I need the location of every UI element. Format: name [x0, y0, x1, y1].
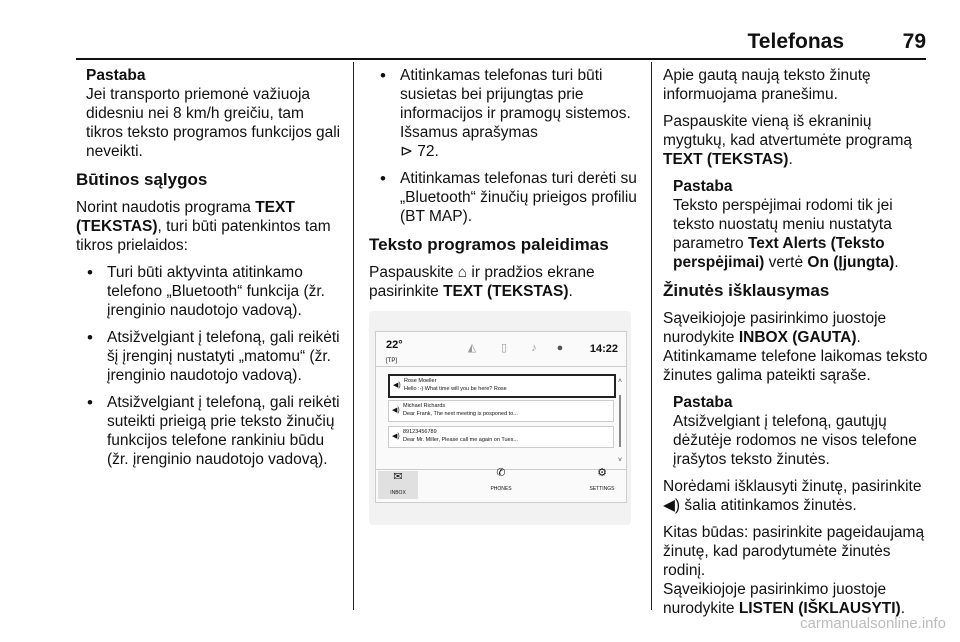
home-icon: ⌂ — [457, 264, 468, 281]
chevron-up-icon[interactable]: ˄ — [617, 378, 623, 385]
tp-indicator: [TP] — [386, 358, 398, 364]
page-title: Telefonas — [747, 30, 844, 53]
note-text: Jei transporto priemonė važiuoja didesniu nei 8 km/h greičiu, tam tikros teksto programos funkcijos gali neveikti. — [86, 86, 341, 160]
header-rule — [76, 58, 926, 60]
paragraph: Apie gautą naują teksto žinutę informuojama pranešimu. — [663, 67, 871, 103]
interaction-bar — [376, 469, 626, 502]
clock: 14:22 — [589, 343, 618, 355]
infotainment-screen — [375, 331, 627, 503]
message-row[interactable]: ◀) 89123456789 Dear Mr. Miller, Please call me again on Tues... — [388, 426, 614, 448]
note-block — [673, 393, 935, 469]
message-row[interactable]: ◀) Michael Richards Dear Frank, The next meeting is posponed to... — [388, 400, 614, 422]
temperature-readout: 22° — [386, 339, 403, 351]
phone-status-icon: ▯ — [500, 342, 508, 354]
section-heading-listen: Žinutės išklausymas — [663, 281, 830, 300]
speaker-icon[interactable]: ◀) — [392, 407, 400, 414]
paragraph: Norėdami išklausyti žinutę, pasirinkite ◀) šalia atitinkamos žinutės. — [663, 478, 922, 514]
message-row[interactable]: ◀) Rose Moeller Hello :-) What time will you be here? Rose — [388, 374, 616, 398]
column-3 — [663, 66, 935, 626]
list-item: • Turi būti aktyvinta atitinkamo telefono „Bluetooth“ funkcija (žr. įrenginio naudotojo vadovą). — [76, 263, 344, 320]
info-icon: ● — [556, 342, 564, 354]
phone-icon: ✆ — [496, 467, 506, 479]
note-block — [86, 66, 344, 161]
column-2 — [369, 66, 639, 525]
start-instructions: Paspauskite ⌂ ir pradžios ekrane pasirinkite TEXT (TEKSTAS). — [369, 264, 595, 300]
scrollbar[interactable] — [616, 372, 624, 464]
conditions-list-continued — [369, 66, 639, 226]
nav-icon: ◭ — [467, 342, 477, 354]
column-divider-2 — [651, 62, 652, 610]
watermark: carmanualsonline.info — [800, 615, 946, 632]
note-block: Pastaba Teksto perspėjimai rodomi tik jei teksto nuostatų meniu nustatyta parametro Text Alerts (Teksto perspėjimai) vertė On (Įjungta). — [673, 177, 935, 272]
speaker-icon[interactable]: ◀) — [392, 433, 400, 440]
note-text: Atsižvelgiant į telefoną, gautųjų dėžutėje rodomos ne visos telefone įrašytos teksto žinutės. — [673, 413, 917, 468]
speaker-icon[interactable]: ◀) — [393, 382, 401, 389]
music-icon: ♪ — [531, 342, 537, 354]
section-heading-start: Teksto programos paleidimas — [369, 235, 609, 254]
paragraph: Paspauskite vieną iš ekraninių mygtukų, kad atvertumėte programą TEXT (TEKSTAS). — [663, 113, 912, 168]
section-heading-conditions: Būtinos sąlygos — [76, 170, 208, 189]
list-item: • Atsižvelgiant į telefoną, gali reikėti suteikti prieigą prie teksto žinučių funkcijos telefone rankiniu būdu (žr. įrenginio naudotojo vadovą). — [76, 393, 344, 469]
paragraph: Sąveikiojoje pasirinkimo juostoje nurodykite INBOX (GAUTA). Atitinkamame telefone laikomas teksto žinutes galima pateikti sąraše. — [663, 310, 928, 384]
settings-icon: ⚙ — [597, 467, 607, 479]
status-bar — [376, 332, 626, 367]
paragraph: Kitas būdas: pasirinkite pageidaujamą žinutę, kad parodytumėte žinutės rodinį. Sąveikiojoje pasirinkimo juostoje nurodykite LISTEN (IŠKLAUSYTI). — [663, 524, 925, 617]
conditions-list — [76, 263, 344, 469]
envelope-icon: ✉ — [393, 471, 403, 483]
conditions-intro: Norint naudotis programa TEXT (TEKSTAS), turi būti patenkintos tam tikros prielaidos: — [76, 199, 331, 254]
screen-illustration — [369, 311, 631, 525]
list-item: • Atitinkamas telefonas turi derėti su „Bluetooth“ žinučių prieigos profiliu (BT MAP). — [369, 169, 639, 226]
tab-inbox[interactable]: ✉ INBOX — [378, 471, 418, 499]
list-item: • Atitinkamas telefonas turi būti susietas bei prijungtas prie informacijos ir pramogų sistemos. Išsamus aprašymas ⊳ 72. — [369, 66, 639, 161]
page-reference: ⊳ 72. — [400, 143, 439, 160]
column-1 — [76, 66, 344, 477]
note-heading: Pastaba — [673, 178, 733, 195]
tab-phones[interactable]: ✆ PHONES — [481, 467, 521, 499]
note-heading: Pastaba — [673, 394, 733, 411]
tab-settings[interactable]: ⚙ SETTINGS — [582, 467, 622, 499]
speaker-icon: ◀) — [663, 497, 681, 514]
column-divider-1 — [353, 62, 354, 610]
note-heading: Pastaba — [86, 67, 146, 84]
list-item: • Atsižvelgiant į telefoną, gali reikėti šį įrenginį nustatyti „matomu“ (žr. įrenginio naudotojo vadovą). — [76, 328, 344, 385]
page-number: 79 — [902, 30, 926, 53]
chevron-down-icon[interactable]: ˅ — [617, 457, 623, 464]
page-header — [76, 30, 926, 54]
